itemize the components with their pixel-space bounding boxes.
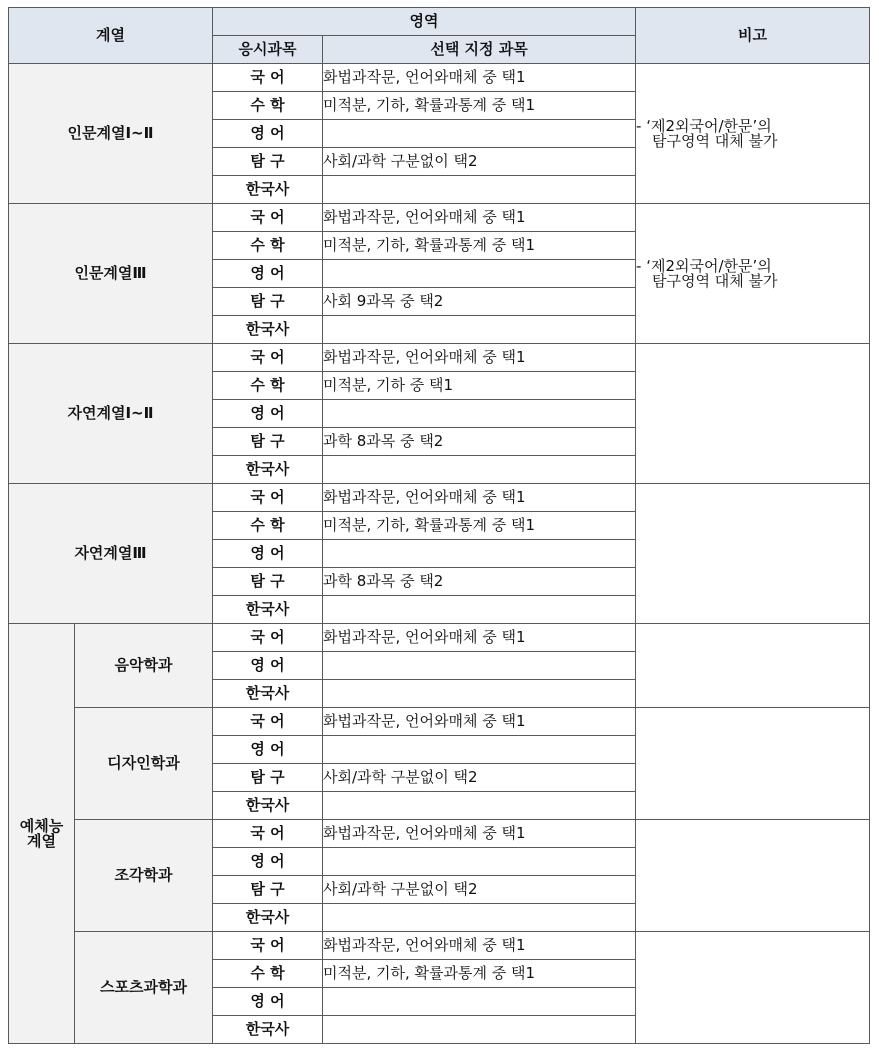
choice-cell: 과학 8과목 중 택2 [323, 428, 636, 456]
remark-cell [636, 64, 870, 204]
choice-cell: 화법과작문, 언어와매체 중 택1 [323, 932, 636, 960]
choice-cell: 화법과작문, 언어와매체 중 택1 [323, 820, 636, 848]
subject-cell: 영 어 [213, 400, 323, 428]
subject-cell: 국 어 [213, 64, 323, 92]
remark-cell [636, 932, 870, 1044]
table-row [9, 64, 870, 92]
table-row [9, 204, 870, 232]
choice-cell: 미적분, 기하 중 택1 [323, 372, 636, 400]
choice-cell [323, 260, 636, 288]
choice-cell [323, 316, 636, 344]
choice-cell [323, 176, 636, 204]
remark-cell [636, 624, 870, 708]
group-name: 인문계열Ⅰ~Ⅱ [9, 64, 213, 204]
choice-cell [323, 736, 636, 764]
subject-cell: 한국사 [213, 316, 323, 344]
remark-line-2: 탐구영역 대체 불가 [652, 271, 778, 290]
subject-cell: 국 어 [213, 624, 323, 652]
choice-cell: 미적분, 기하, 확률과통계 중 택1 [323, 512, 636, 540]
subject-cell: 영 어 [213, 120, 323, 148]
subject-cell: 탐 구 [213, 288, 323, 316]
choice-cell: 미적분, 기하, 확률과통계 중 택1 [323, 960, 636, 988]
choice-cell [323, 540, 636, 568]
choice-cell [323, 848, 636, 876]
header-remark: 비고 [636, 8, 870, 64]
subject-cell: 국 어 [213, 820, 323, 848]
subject-cell: 수 학 [213, 92, 323, 120]
subject-cell: 영 어 [213, 260, 323, 288]
choice-cell [323, 792, 636, 820]
choice-cell: 사회/과학 구분없이 택2 [323, 876, 636, 904]
choice-cell: 화법과작문, 언어와매체 중 택1 [323, 64, 636, 92]
table-row [9, 344, 870, 372]
table-row [9, 708, 870, 736]
choice-cell: 화법과작문, 언어와매체 중 택1 [323, 204, 636, 232]
subject-cell: 탐 구 [213, 148, 323, 176]
remark-cell [636, 204, 870, 344]
remark-cell [636, 484, 870, 624]
subject-cell: 영 어 [213, 736, 323, 764]
choice-cell: 사회/과학 구분없이 택2 [323, 148, 636, 176]
group-name: 인문계열Ⅲ [9, 204, 213, 344]
choice-cell: 화법과작문, 언어와매체 중 택1 [323, 344, 636, 372]
subject-requirements-table [8, 7, 870, 1044]
choice-cell [323, 456, 636, 484]
choice-cell [323, 400, 636, 428]
subject-cell: 국 어 [213, 932, 323, 960]
choice-cell [323, 1016, 636, 1044]
subject-cell: 국 어 [213, 204, 323, 232]
subject-cell: 탐 구 [213, 764, 323, 792]
subject-cell: 수 학 [213, 372, 323, 400]
subject-cell: 한국사 [213, 792, 323, 820]
subject-cell: 국 어 [213, 708, 323, 736]
choice-cell [323, 988, 636, 1016]
subject-cell: 탐 구 [213, 568, 323, 596]
subject-cell: 수 학 [213, 960, 323, 988]
header-exam-subject: 응시과목 [213, 36, 323, 64]
dept-name: 스포츠과학과 [75, 932, 213, 1044]
subject-cell: 한국사 [213, 680, 323, 708]
choice-cell: 화법과작문, 언어와매체 중 택1 [323, 624, 636, 652]
subject-cell: 한국사 [213, 1016, 323, 1044]
subject-cell: 영 어 [213, 848, 323, 876]
remark-cell [636, 708, 870, 820]
subject-cell: 영 어 [213, 988, 323, 1016]
group-name: 자연계열Ⅲ [9, 484, 213, 624]
table-row [9, 484, 870, 512]
choice-cell [323, 596, 636, 624]
group-name: 자연계열Ⅰ~Ⅱ [9, 344, 213, 484]
subject-cell: 국 어 [213, 484, 323, 512]
dept-name: 음악학과 [75, 624, 213, 708]
subject-cell: 수 학 [213, 512, 323, 540]
subject-cell: 수 학 [213, 232, 323, 260]
arts-group-name [9, 624, 75, 1044]
subject-cell: 한국사 [213, 596, 323, 624]
header-area: 영역 [213, 8, 636, 36]
dept-name: 조각학과 [75, 820, 213, 932]
remark-cell [636, 820, 870, 932]
subject-cell: 한국사 [213, 176, 323, 204]
arts-name-line-2: 계열 [27, 831, 56, 850]
choice-cell: 과학 8과목 중 택2 [323, 568, 636, 596]
subject-cell: 탐 구 [213, 876, 323, 904]
choice-cell: 미적분, 기하, 확률과통계 중 택1 [323, 232, 636, 260]
choice-cell [323, 680, 636, 708]
choice-cell [323, 652, 636, 680]
remark-cell [636, 344, 870, 484]
choice-cell [323, 904, 636, 932]
subject-cell: 탐 구 [213, 428, 323, 456]
arts-name-line-1: 예체능 [19, 816, 64, 835]
table-row [9, 820, 870, 848]
choice-cell [323, 120, 636, 148]
remark-line-2: 탐구영역 대체 불가 [652, 131, 778, 150]
subject-cell: 국 어 [213, 344, 323, 372]
remark-line-1: - ‘제2외국어/한문’의 [636, 256, 772, 275]
header-series: 계열 [9, 8, 213, 64]
subject-cell: 영 어 [213, 540, 323, 568]
choice-cell: 미적분, 기하, 확률과통계 중 택1 [323, 92, 636, 120]
choice-cell: 사회 9과목 중 택2 [323, 288, 636, 316]
table-row [9, 624, 870, 652]
dept-name: 디자인학과 [75, 708, 213, 820]
choice-cell: 사회/과학 구분없이 택2 [323, 764, 636, 792]
table-row [9, 932, 870, 960]
subject-cell: 영 어 [213, 652, 323, 680]
choice-cell: 화법과작문, 언어와매체 중 택1 [323, 484, 636, 512]
subject-cell: 한국사 [213, 456, 323, 484]
remark-line-1: - ‘제2외국어/한문’의 [636, 116, 772, 135]
header-designated-subject: 선택 지정 과목 [323, 36, 636, 64]
choice-cell: 화법과작문, 언어와매체 중 택1 [323, 708, 636, 736]
subject-cell: 한국사 [213, 904, 323, 932]
